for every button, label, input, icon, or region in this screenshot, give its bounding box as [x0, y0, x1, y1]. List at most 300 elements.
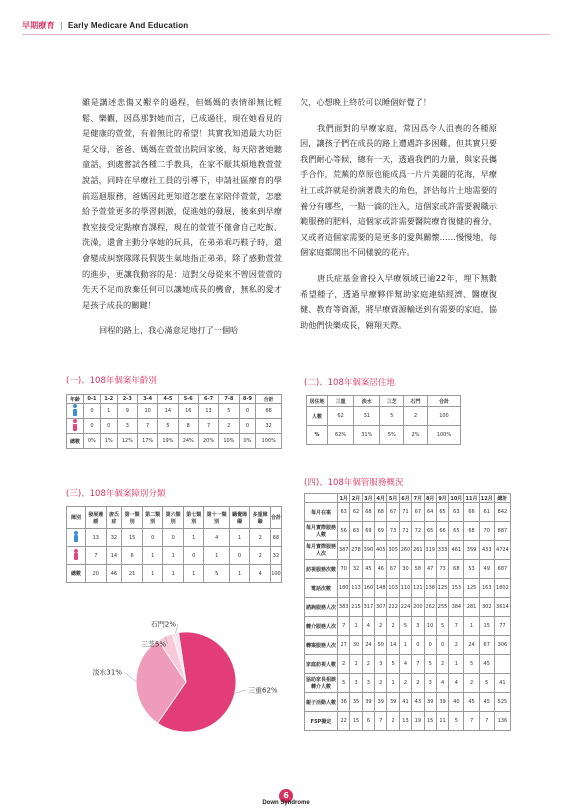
header-cell: 第十一類別 — [204, 507, 229, 529]
table-cell: 16 — [178, 404, 198, 419]
table-cell: 10 — [137, 404, 157, 419]
table-cell: 12% — [117, 434, 137, 449]
table-cell: 5 — [424, 655, 436, 674]
table-cell: 62% — [328, 426, 354, 445]
table-cell: 10 — [424, 617, 436, 636]
table-cell: 66 — [436, 522, 448, 541]
table-cell: 1 — [142, 547, 163, 565]
table-cell: 0 — [229, 547, 250, 565]
table-cell: 41 — [399, 693, 411, 712]
table-cell: 63 — [350, 522, 362, 541]
table-cell: 306 — [494, 636, 510, 655]
table-cell: 64 — [424, 503, 436, 522]
header-separator: | — [59, 21, 63, 30]
row-label: % — [307, 426, 328, 445]
row-label: 每月實際服務人次 — [305, 541, 338, 560]
row-icon-cell — [67, 529, 86, 547]
table-cell: 68 — [449, 560, 464, 579]
table-cell: 2 — [250, 547, 271, 565]
header-cell: 3-4 — [137, 395, 157, 404]
table-cell: 5 — [219, 404, 239, 419]
row-label: 訪視服務次數 — [305, 560, 338, 579]
table-row — [305, 655, 511, 674]
table-cell: 3 — [375, 655, 387, 674]
table-cell: 121 — [412, 579, 424, 598]
table-cell: 5 — [387, 655, 399, 674]
header-cell: 2月 — [351, 495, 361, 502]
table-cell: 71 — [399, 503, 411, 522]
table-cell: 11 — [436, 712, 448, 731]
table-cell: 5 — [399, 617, 411, 636]
table-cell: 63 — [449, 503, 464, 522]
table-cell: 9 — [117, 404, 137, 419]
table-cell: 461 — [449, 541, 464, 560]
section-title-disability: (三)、108年個案障別分類 — [66, 489, 166, 499]
table-cell: 100 — [427, 407, 460, 426]
table-cell: 62 — [328, 407, 354, 426]
header-cell: 石門 — [404, 396, 428, 407]
table-row — [305, 636, 511, 655]
header-cell: 第二類別 — [142, 507, 163, 529]
table-cell: 4 — [362, 617, 374, 636]
header-cell: 4月 — [376, 495, 385, 502]
header-cell: 障別 — [67, 507, 86, 529]
table-cell: 333 — [436, 541, 448, 560]
header-cell: 第六類別 — [163, 507, 184, 529]
table-cell: 36 — [338, 693, 350, 712]
table-cell: 1 — [229, 529, 250, 547]
header-cell: 3月 — [364, 495, 373, 502]
table-row — [305, 503, 511, 522]
table-cell: 0 — [163, 529, 184, 547]
table-cell: 0 — [424, 636, 436, 655]
table-row — [307, 426, 461, 445]
left-text-column — [82, 95, 282, 339]
table-cell: 3614 — [494, 598, 510, 617]
table-cell: 7 — [86, 547, 107, 565]
row-label: 總數 — [67, 565, 86, 583]
table-cell: 317 — [362, 598, 374, 617]
table-cell: 15 — [479, 617, 494, 636]
header-cell: 第七類別 — [183, 507, 204, 529]
table-cell: 148 — [375, 579, 387, 598]
table-cell: 39 — [387, 693, 399, 712]
header-cell: 8月 — [425, 495, 435, 502]
table-cell: 136 — [494, 712, 510, 731]
header-cell: 聽覺障礙 — [229, 507, 250, 529]
table-cell: 31% — [354, 426, 380, 445]
footer-publication: Down Syndrome — [262, 800, 310, 806]
table-row — [305, 598, 511, 617]
section-title-services: (四)、108年個管服務概況 — [304, 478, 404, 488]
table-cell: 56 — [338, 522, 350, 541]
table-cell: 0 — [412, 636, 424, 655]
male-icon — [73, 531, 79, 543]
row-icon-cell — [67, 419, 84, 434]
table-cell: 2 — [375, 674, 387, 693]
header-cell: 4-5 — [158, 395, 178, 404]
table-cell: 281 — [464, 598, 479, 617]
services-table-header-row — [305, 494, 511, 503]
row-icon-cell — [67, 547, 86, 565]
table-cell: 39 — [362, 693, 374, 712]
table-row — [305, 693, 511, 712]
table-cell: 67 — [412, 503, 424, 522]
table-cell: 113 — [350, 579, 362, 598]
table-cell: 32 — [270, 547, 281, 565]
row-label: 親子活動人數 — [305, 693, 338, 712]
table-row — [305, 541, 511, 560]
pie-leader-line — [235, 690, 246, 693]
header-cell: 三芝 — [380, 396, 404, 407]
table-row — [67, 404, 282, 419]
table-cell: 0 — [436, 636, 448, 655]
header-cell: 多重障礙 — [250, 507, 271, 529]
table-row — [67, 434, 282, 449]
table-cell: 224 — [399, 598, 411, 617]
table-cell: 5 — [158, 419, 178, 434]
header-cell: 10月 — [450, 495, 463, 502]
page-number: 6 — [279, 789, 293, 803]
pie-label: 淡水31% — [92, 668, 122, 677]
table-cell: 69 — [362, 522, 374, 541]
section-title-residence: (二)、108年個案居住地 — [304, 378, 395, 388]
header-cell: 11月 — [465, 495, 478, 502]
table-cell: 46 — [106, 565, 122, 583]
page-header — [22, 20, 188, 31]
table-cell: 46 — [375, 560, 387, 579]
right-paragraph-2: 我們面對的早療家庭，常因爲令人沮喪的各種原因，讓孩子們在成長的路上遭遇許多困難，但其實只要我們耐心等候，總有一天，透過我們的力量，與家長攜手合作，荒蕪的草原也能成爲一片片美麗的花海，早療社工或許就是扮演著農夫的角色，評估每片土地需要的養分有哪些，一點一滴的注入，這個家或許需要親職示範服務的肥料，這個家或許需要醫院療育復健的養分，又或者這個家需要的是更多的愛與關懷……慢慢地，每個家庭都開出不同樣貌的花卉。 — [300, 122, 497, 258]
table-cell: 2 — [449, 636, 464, 655]
table-cell: 7 — [137, 419, 157, 434]
table-cell: 163 — [479, 579, 494, 598]
table-cell: 47 — [424, 560, 436, 579]
table-cell: 5 — [464, 655, 479, 674]
row-label: 轉介服務人次 — [305, 617, 338, 636]
table-cell: 1 — [100, 404, 117, 419]
header-cell: 6-7 — [198, 395, 218, 404]
table-cell: 32 — [256, 419, 282, 434]
table-cell: 58 — [412, 560, 424, 579]
table-cell: 1 — [350, 617, 362, 636]
table-cell: 61 — [479, 503, 494, 522]
services-table — [304, 493, 511, 731]
table-cell: 4 — [204, 529, 229, 547]
table-cell: 7 — [479, 712, 494, 731]
table-cell: 100 — [270, 565, 281, 583]
header-cell: 5月 — [388, 495, 398, 502]
table-cell: 68 — [270, 529, 281, 547]
table-cell: 383 — [338, 598, 350, 617]
table-cell: 13 — [86, 529, 107, 547]
table-cell: 2 — [464, 674, 479, 693]
table-cell: 45 — [464, 693, 479, 712]
table-cell: 40 — [449, 693, 464, 712]
table-cell: 305 — [387, 541, 399, 560]
table-cell: 4 — [449, 674, 464, 693]
residence-pie-chart — [90, 590, 290, 740]
table-row — [67, 529, 282, 547]
table-cell: 65 — [449, 522, 464, 541]
table-cell: 24 — [464, 636, 479, 655]
table-cell: 15 — [350, 712, 362, 731]
table-cell: 3 — [350, 674, 362, 693]
table-cell: 307 — [375, 598, 387, 617]
table-cell: 7 — [375, 712, 387, 731]
header-chinese-title: 早期療育 — [22, 21, 55, 30]
table-cell: 53 — [464, 560, 479, 579]
header-cell: 0-1 — [84, 395, 101, 404]
table-row — [305, 560, 511, 579]
table-cell: 19% — [158, 434, 178, 449]
table-cell: 525 — [494, 693, 510, 712]
table-cell: 7 — [198, 419, 218, 434]
table-cell: 0 — [239, 404, 256, 419]
table-cell: 0 — [183, 547, 204, 565]
table-cell: 125 — [464, 579, 479, 598]
table-cell: 1 — [142, 565, 163, 583]
table-cell: 30 — [399, 560, 411, 579]
table-cell: 14 — [387, 636, 399, 655]
table-cell: 0 — [84, 404, 101, 419]
table-cell: 7 — [338, 617, 350, 636]
table-cell: 2 — [436, 655, 448, 674]
table-cell: 1 — [163, 547, 184, 565]
table-cell: 32 — [350, 560, 362, 579]
table-cell: 69 — [375, 522, 387, 541]
table-cell: 405 — [375, 541, 387, 560]
table-cell: 103 — [387, 579, 399, 598]
header-cell: 7月 — [413, 495, 423, 502]
table-cell: 261 — [412, 541, 424, 560]
table-cell: 887 — [494, 522, 510, 541]
table-cell: 2 — [375, 617, 387, 636]
table-cell: 100% — [427, 426, 460, 445]
table-cell: 41 — [494, 674, 510, 693]
table-cell: 1 — [183, 529, 204, 547]
header-cell: 12月 — [480, 495, 493, 502]
table-cell: 160 — [362, 579, 374, 598]
table-cell: 1 — [204, 547, 229, 565]
table-cell: 1 — [387, 674, 399, 693]
table-cell: 21 — [122, 565, 143, 583]
table-cell: 255 — [436, 598, 448, 617]
table-cell: 5 — [449, 712, 464, 731]
table-cell: 2 — [362, 655, 374, 674]
table-cell: 4 — [250, 565, 271, 583]
table-cell: 100% — [256, 434, 282, 449]
table-cell: 1 — [163, 565, 184, 583]
disability-table-header-row — [67, 507, 282, 529]
table-cell: 278 — [350, 541, 362, 560]
table-cell: 0 — [239, 419, 256, 434]
table-cell: 262 — [424, 598, 436, 617]
table-cell: 1 — [350, 655, 362, 674]
header-cell — [305, 494, 338, 503]
table-cell: 13 — [198, 404, 218, 419]
table-cell: 6 — [122, 547, 143, 565]
table-cell: 32 — [106, 529, 122, 547]
table-cell: 2 — [404, 407, 428, 426]
table-cell: 687 — [494, 560, 510, 579]
table-cell: 45 — [479, 693, 494, 712]
table-cell: 45 — [362, 560, 374, 579]
table-cell: 8 — [178, 419, 198, 434]
table-cell: 22 — [338, 712, 350, 731]
table-cell: 200 — [412, 598, 424, 617]
section-title-age: (一)、108年個案年齡別 — [66, 376, 157, 386]
table-cell: 14 — [158, 404, 178, 419]
table-cell: 4 — [436, 674, 448, 693]
pie-label: 三芝5% — [140, 640, 166, 649]
row-label: 人數 — [307, 407, 328, 426]
header-cell: 7-8 — [219, 395, 239, 404]
header-cell: 1-2 — [100, 395, 117, 404]
table-cell: 433 — [479, 541, 494, 560]
table-cell: 68 — [256, 404, 282, 419]
table-cell: 260 — [399, 541, 411, 560]
table-cell: 31 — [354, 407, 380, 426]
header-cell: 1月 — [339, 495, 348, 502]
table-cell: 5 — [436, 617, 448, 636]
disability-table — [66, 506, 282, 583]
table-cell: 0% — [239, 434, 256, 449]
table-row — [307, 407, 461, 426]
table-cell — [494, 655, 510, 674]
row-icon-cell — [67, 404, 84, 419]
header-cell: 8-9 — [239, 395, 256, 404]
table-cell: 2 — [250, 529, 271, 547]
table-cell: 222 — [387, 598, 399, 617]
male-icon — [72, 404, 78, 416]
table-cell: 24 — [362, 636, 374, 655]
table-row — [305, 674, 511, 693]
table-cell: 319 — [424, 541, 436, 560]
left-paragraph-2: 回程的路上，我心滿意足地打了一個哈 — [99, 325, 239, 336]
table-row — [67, 419, 282, 434]
header-cell: 合計 — [256, 395, 282, 404]
table-cell: 3 — [424, 674, 436, 693]
table-cell: 6 — [362, 712, 374, 731]
table-cell: 2% — [404, 426, 428, 445]
table-cell: 1% — [100, 434, 117, 449]
row-label: 總數 — [67, 434, 84, 449]
header-cell: 合計 — [270, 507, 281, 529]
table-cell: 3 — [362, 674, 374, 693]
table-cell: 5 — [380, 407, 404, 426]
table-cell: 49 — [479, 560, 494, 579]
table-cell: 43 — [412, 693, 424, 712]
table-row — [305, 579, 511, 598]
table-cell: 67 — [479, 636, 494, 655]
table-cell: 63 — [338, 503, 350, 522]
table-cell: 1 — [464, 617, 479, 636]
table-cell: 1 — [229, 565, 250, 583]
row-label: 家庭訪視人數 — [305, 655, 338, 674]
table-cell: 1 — [449, 655, 464, 674]
table-cell: 20% — [198, 434, 218, 449]
table-cell: 2 — [399, 674, 411, 693]
table-cell: 5 — [338, 674, 350, 693]
table-cell: 73 — [387, 522, 399, 541]
female-icon — [73, 549, 79, 561]
table-cell: 30 — [350, 636, 362, 655]
table-cell: 2 — [412, 674, 424, 693]
header-cell: 6月 — [401, 495, 410, 502]
table-cell: 66 — [464, 503, 479, 522]
table-cell: 27 — [338, 636, 350, 655]
table-cell: 0 — [84, 419, 101, 434]
table-cell: 68 — [464, 522, 479, 541]
table-row — [305, 617, 511, 636]
table-cell: 65 — [436, 503, 448, 522]
right-paragraph-1: 欠，心想晚上終於可以睡個好覺了！ — [300, 97, 432, 107]
table-cell: 7 — [412, 655, 424, 674]
table-cell: 842 — [494, 503, 510, 522]
header-cell: 9月 — [438, 495, 447, 502]
row-label: 轉案服務人次 — [305, 636, 338, 655]
table-cell: 19 — [412, 712, 424, 731]
table-cell: 65 — [424, 522, 436, 541]
table-cell: 2 — [387, 712, 399, 731]
header-cell: 發展遲緩 — [86, 507, 107, 529]
row-label: 每月實際服務人數 — [305, 522, 338, 541]
right-text-column — [300, 95, 497, 333]
table-cell: 0% — [84, 434, 101, 449]
row-label: 每月在案 — [305, 503, 338, 522]
table-cell: 15 — [122, 529, 143, 547]
table-cell: 15 — [424, 712, 436, 731]
header-cell: 5-6 — [178, 395, 198, 404]
table-cell: 125 — [436, 579, 448, 598]
table-cell: 68 — [362, 503, 374, 522]
table-cell: 1802 — [494, 579, 510, 598]
table-cell: 72 — [412, 522, 424, 541]
table-cell: 4 — [399, 655, 411, 674]
table-cell: 359 — [464, 541, 479, 560]
table-cell: 110 — [399, 579, 411, 598]
header-cell: 淡水 — [354, 396, 380, 407]
table-cell: 70 — [479, 522, 494, 541]
table-cell: 153 — [449, 579, 464, 598]
header-cell: 合計 — [427, 396, 460, 407]
table-cell: 2 — [338, 655, 350, 674]
table-row — [305, 712, 511, 731]
row-label: 諮詢服務人次 — [305, 598, 338, 617]
table-cell: 138 — [424, 579, 436, 598]
table-cell: 384 — [449, 598, 464, 617]
table-cell: 0 — [100, 419, 117, 434]
row-label: FSP擬定 — [305, 712, 338, 731]
pie-leader-line — [124, 672, 136, 682]
pie-label: 三重62% — [248, 686, 278, 695]
table-cell: 14 — [106, 547, 122, 565]
residence-table — [306, 395, 461, 445]
table-cell: 13 — [399, 712, 411, 731]
table-cell: 2 — [219, 419, 239, 434]
header-cell: 2-3 — [117, 395, 137, 404]
header-cell: 居住地 — [307, 396, 328, 407]
table-cell: 77 — [494, 617, 510, 636]
table-cell: 35 — [350, 693, 362, 712]
right-paragraph-3: 唐氏症基金會投入早療領域已逾22年，埋下無數希望種子，透過早療夥伴幫助家庭連結經濟、醫療復健、教育等資源，將早療資源輸送到有需要的家庭，協助他們快樂成長，翱翔天際。 — [300, 272, 497, 330]
table-cell: 7 — [449, 617, 464, 636]
header-cell: 唐氏症 — [106, 507, 122, 529]
table-cell: 62 — [350, 503, 362, 522]
table-cell: 70 — [338, 560, 350, 579]
table-cell: 7 — [464, 712, 479, 731]
table-cell: 5 — [479, 674, 494, 693]
